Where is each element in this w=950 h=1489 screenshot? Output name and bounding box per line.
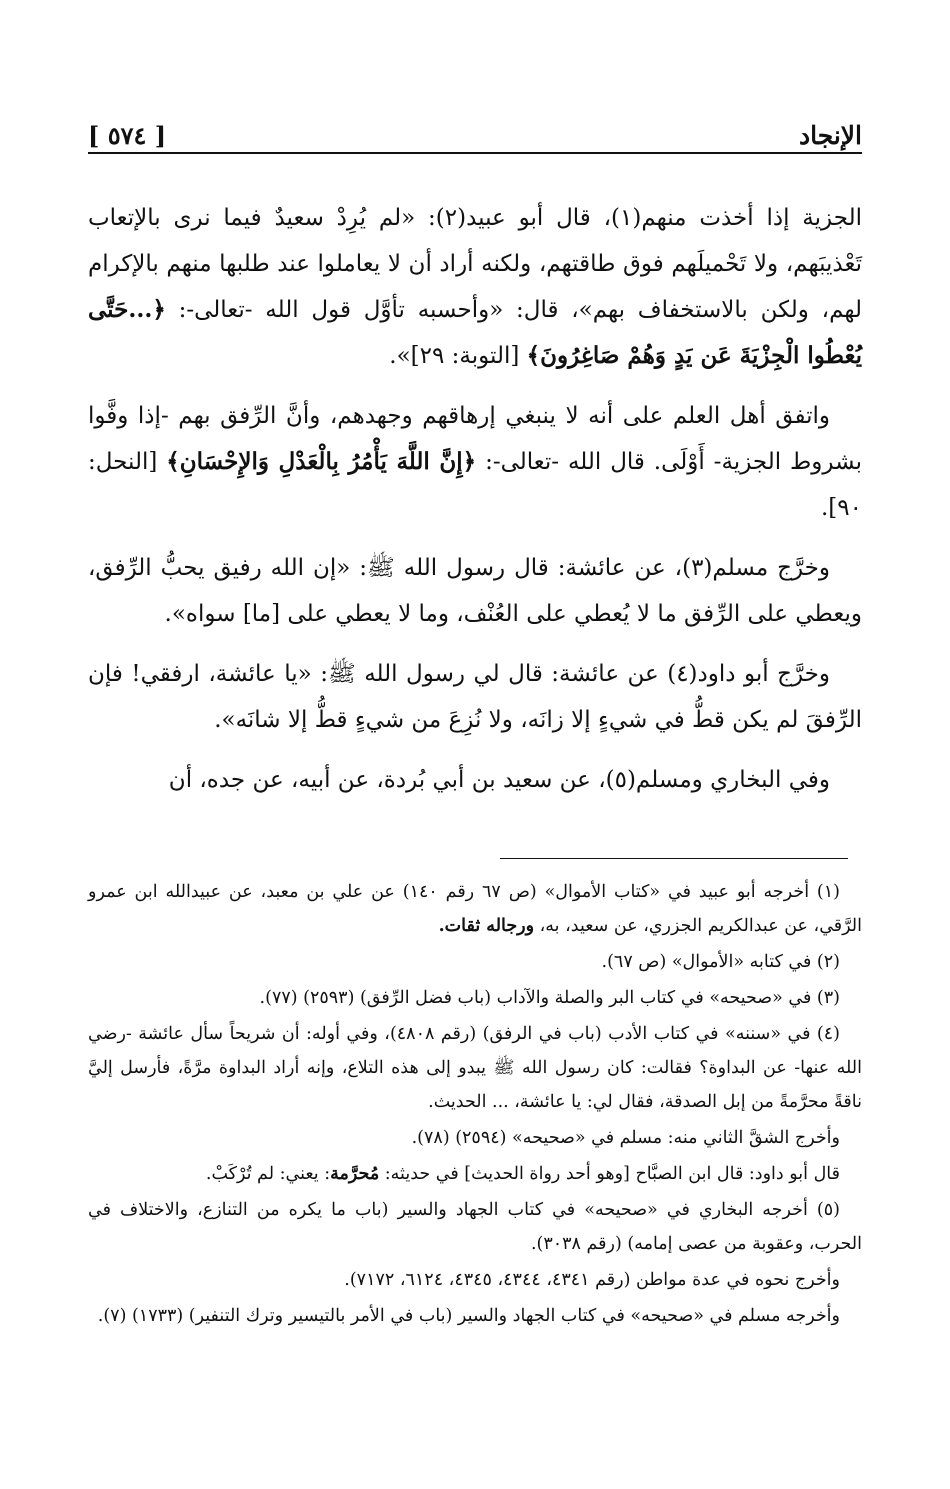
footnote-divider bbox=[500, 858, 848, 859]
paragraph-5: وفي البخاري ومسلم(٥)، عن سعيد بن أبي بُردة، عن أبيه، عن جده، أن bbox=[168, 767, 830, 793]
paragraph-3: وخرَّج مسلم(٣)، عن عائشة: قال رسول الله ﷺ: «إن الله رفيق يحبُّ الرِّفق، ويعطي على الرِّفق ما لا يُعطي على العُنْف، وما لا يعطي على [ما] سواه». bbox=[88, 555, 862, 627]
footnote-5-continued: وأخرج نحوه في عدة مواطن (رقم ٤٣٤١، ٤٣٤٤، ٤٣٤٥، ٦١٢٤، ٧١٧٢). bbox=[344, 1270, 840, 1290]
quran-verse-1: ﴿...حَتَّى يُعْطُوا الْجِزْيَةَ عَن يَدٍ وَهُمْ صَاغِرُونَ﴾ bbox=[88, 296, 862, 369]
footnote-3: (٣) في «صحيحه» في كتاب البر والصلة والآداب (باب فضل الرِّفق) (٢٥٩٣) (٧٧). bbox=[259, 988, 840, 1008]
paragraph-4: وخرَّج أبو داود(٤) عن عائشة: قال لي رسول الله ﷺ: «يا عائشة، ارفقي! فإن الرِّفقَ لم يكن قطُّ في شيءٍ إلا زانَه، ولا نُزِعَ من شيءٍ قطُّ إلا شانَه». bbox=[88, 661, 862, 733]
header-divider bbox=[88, 152, 862, 154]
page-number: [ ٥٧٤ ] bbox=[88, 121, 167, 150]
footnote-1: (١) أخرجه أبو عبيد في «كتاب الأموال» (ص ٦٧ رقم ١٤٠) عن علي بن معبد، عن عبيدالله ابن عمرو الرَّقي، عن عبدالكريم الجزري، عن سعيد، به، ورجاله ثقات. bbox=[88, 882, 862, 936]
footnote-4-note: قال أبو داود: قال ابن الصبَّاح [وهو أحد رواة الحديث] في حديثه: مُحرَّمة: يعني: لم تُرْكَبْ. bbox=[205, 1164, 840, 1184]
footnotes bbox=[88, 875, 862, 1335]
paragraph-1: الجزية إذا أخذت منهم(١)، قال أبو عبيد(٢): «لم يُرِدْ سعيدٌ فيما نرى بالإتعاب تَعْذيبَهم، ولا تَحْميلَهم فوق طاقتهم، ولكنه أراد أن لا يعاملوا عند طلبها منهم بالإكرام لهم، ولكن بالاستخفاف بهم»، قال: «وأحسبه تأوَّل قول الله -تعالى-: ﴿...حَتَّى يُعْطُوا الْجِزْيَةَ عَن يَدٍ وَهُمْ صَاغِرُونَ﴾ [التوبة: ٢٩]». bbox=[88, 205, 862, 369]
footnote-4: (٤) في «سننه» في كتاب الأدب (باب في الرفق) (رقم ٤٨٠٨)، وفي أوله: أن شريحاً سأل عائشة -رضي الله عنها- عن البداوة؟ فقالت: كان رسول الله ﷺ يبدو إلى هذه التلاع، وإنه أراد البداوة مرَّةً، فأرسل إليَّ ناقةً محرَّمةً من إبل الصدقة، فقال لي: يا عائشة، ... الحديث. bbox=[88, 1024, 862, 1112]
running-title: الإنجاد bbox=[798, 121, 862, 150]
footnote-2: (٢) في كتابه «الأموال» (ص ٦٧). bbox=[601, 952, 840, 972]
paragraph-2: واتفق أهل العلم على أنه لا ينبغي إرهاقهم وجهدهم، وأنَّ الرِّفق بهم -إذا وفَّوا بشروط الجزية- أَوْلَى. قال الله -تعالى-: ﴿إِنَّ اللَّهَ يَأْمُرُ بِالْعَدْلِ وَالإِحْسَانِ﴾ [النحل: ٩٠]. bbox=[88, 403, 863, 521]
page-header bbox=[88, 110, 862, 150]
main-text bbox=[88, 195, 862, 817]
footnote-4-continued: وأخرج الشقَّ الثاني منه: مسلم في «صحيحه» (٢٥٩٤) (٧٨). bbox=[411, 1128, 840, 1148]
footnote-5-muslim: وأخرجه مسلم في «صحيحه» في كتاب الجهاد والسير (باب في الأمر بالتيسير وترك التنفير) (١٧٣٣) (٧). bbox=[97, 1306, 840, 1326]
footnote-5: (٥) أخرجه البخاري في «صحيحه» في كتاب الجهاد والسير (باب ما يكره من التنازع، والاختلاف في الحرب، وعقوبة من عصى إمامه) (رقم ٣٠٣٨). bbox=[88, 1200, 862, 1254]
quran-verse-2: ﴿إِنَّ اللَّهَ يَأْمُرُ بِالْعَدْلِ وَالإِحْسَانِ﴾ bbox=[166, 448, 477, 475]
